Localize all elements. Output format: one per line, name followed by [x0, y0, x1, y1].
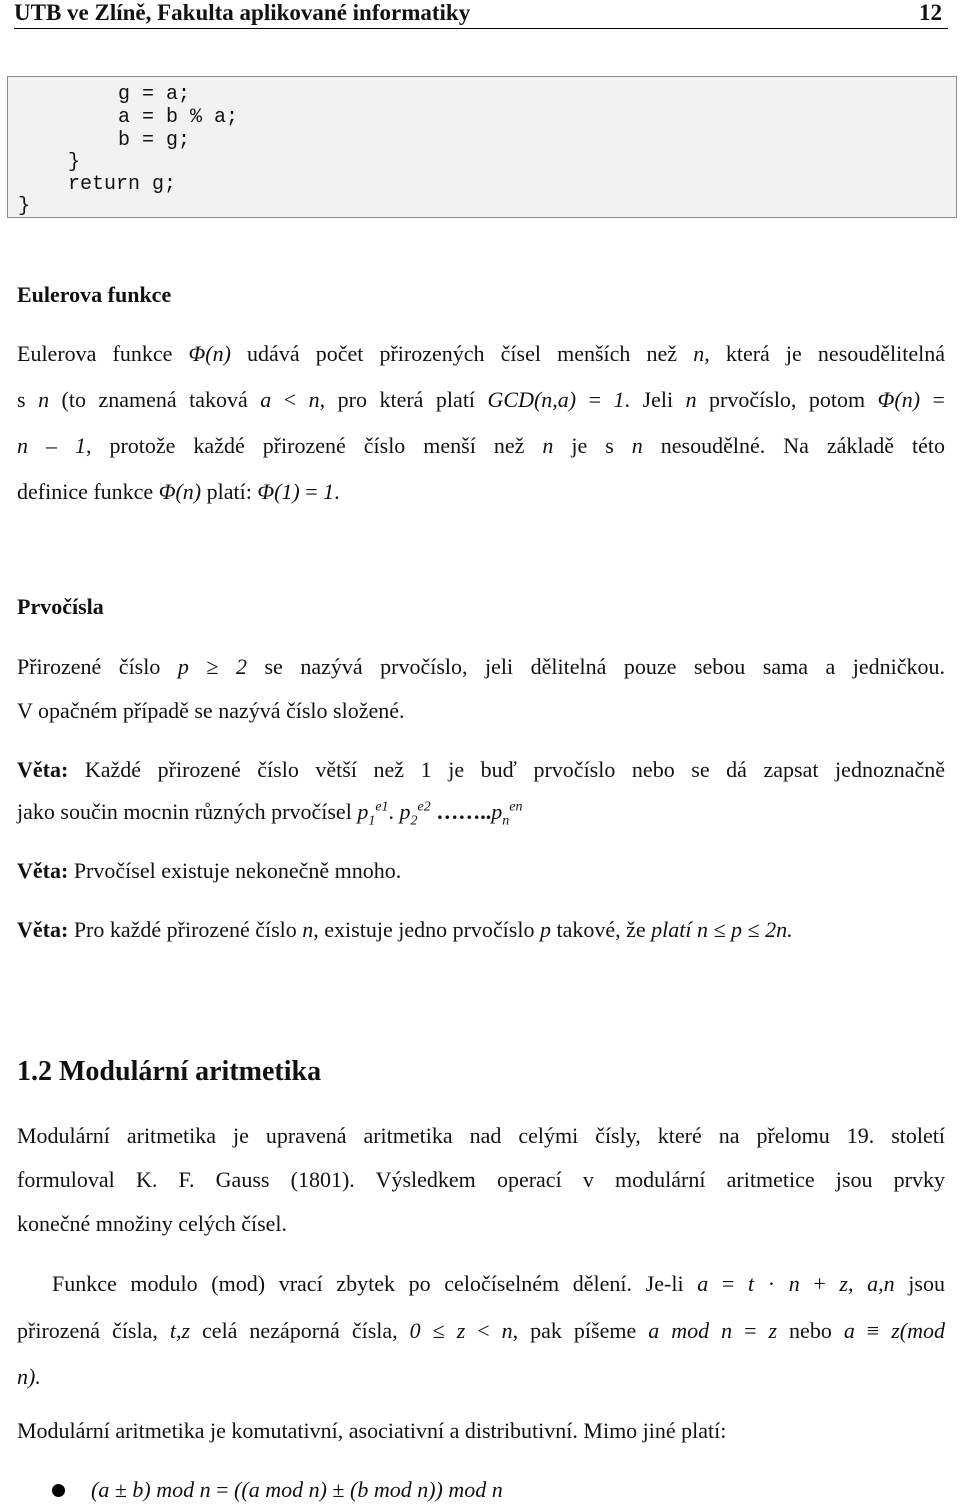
bullet-item: (a ± b) mod n = ((a mod n) ± (b mod n)) mod n: [91, 1477, 503, 1502]
page-number: 12: [919, 0, 942, 25]
paragraph-line: definice funkce Φ(n) platí: Φ(1) = 1.: [17, 479, 340, 504]
section-heading-modular: 1.2 Modulární aritmetika: [17, 1056, 322, 1087]
paragraph-line: Modulární aritmetika je komutativní, asociativní a distributivní. Mimo jiné platí:: [17, 1418, 727, 1443]
paragraph-line: V opačném případě se nazývá číslo složené.: [17, 698, 405, 723]
paragraph-line: n – 1, protože každé přirozené číslo menší než n je s n nesoudělné. Na základě této: [17, 433, 945, 458]
code-line: }: [18, 195, 31, 218]
theorem-line: Věta: Prvočísel existuje nekonečně mnoho.: [17, 858, 402, 883]
paragraph-line: přirozená čísla, t,z celá nezáporná čísla, 0 ≤ z < n, pak píšeme a mod n = z nebo a ≡ z(mod: [17, 1318, 945, 1343]
paragraph-line: n).: [17, 1364, 41, 1389]
section-heading-euler: Eulerova funkce: [17, 282, 172, 307]
paragraph-line: konečné množiny celých čísel.: [17, 1211, 288, 1236]
code-line: g = a;: [118, 83, 191, 106]
code-line: b = g;: [118, 129, 191, 152]
section-heading-primes: Prvočísla: [17, 594, 104, 619]
paragraph-line: Modulární aritmetika je upravená aritmetika nad celými čísly, které na přelomu 19. století: [17, 1123, 945, 1148]
paragraph-line: formuloval K. F. Gauss (1801). Výsledkem operací v modulární aritmetice jsou prvky: [17, 1167, 945, 1192]
code-line: }: [68, 151, 81, 174]
code-line: a = b % a;: [118, 106, 239, 129]
paragraph-line: s n (to znamená taková a < n, pro která platí GCD(n,a) = 1. Jeli n prvočíslo, potom Φ(n) =: [17, 387, 945, 412]
theorem-line: Věta: Každé přirozené číslo větší než 1 je buď prvočíslo nebo se dá zapsat jednoznačně: [17, 757, 945, 782]
code-block: [7, 76, 957, 218]
code-line: return g;: [68, 173, 177, 196]
theorem-line: Věta: Pro každé přirozené číslo n, existuje jedno prvočíslo p takové, že platí n ≤ p ≤ 2n.: [17, 917, 793, 942]
theorem-line: jako součin mocnin různých prvočísel $p_1^{e1}$. $p_2^{e2}$ $\dots\dots..p_n^{en}$: [17, 799, 523, 829]
paragraph-line: Funkce modulo (mod) vrací zbytek po celočíselném dělení. Je-li a = t · n + z, a,n jsou: [52, 1271, 945, 1296]
paragraph-line: Přirozené číslo p ≥ 2 se nazývá prvočíslo, jeli dělitelná pouze sebou sama a jedničkou.: [17, 654, 946, 679]
bullet-dot: [52, 1484, 65, 1497]
paragraph-line: Eulerova funkce Φ(n) udává počet přirozených čísel menších než n, která je nesoudělitelná: [17, 341, 945, 366]
header-title: UTB ve Zlíně, Fakulta aplikované informatiky: [14, 0, 471, 25]
page-header: [14, 0, 948, 29]
